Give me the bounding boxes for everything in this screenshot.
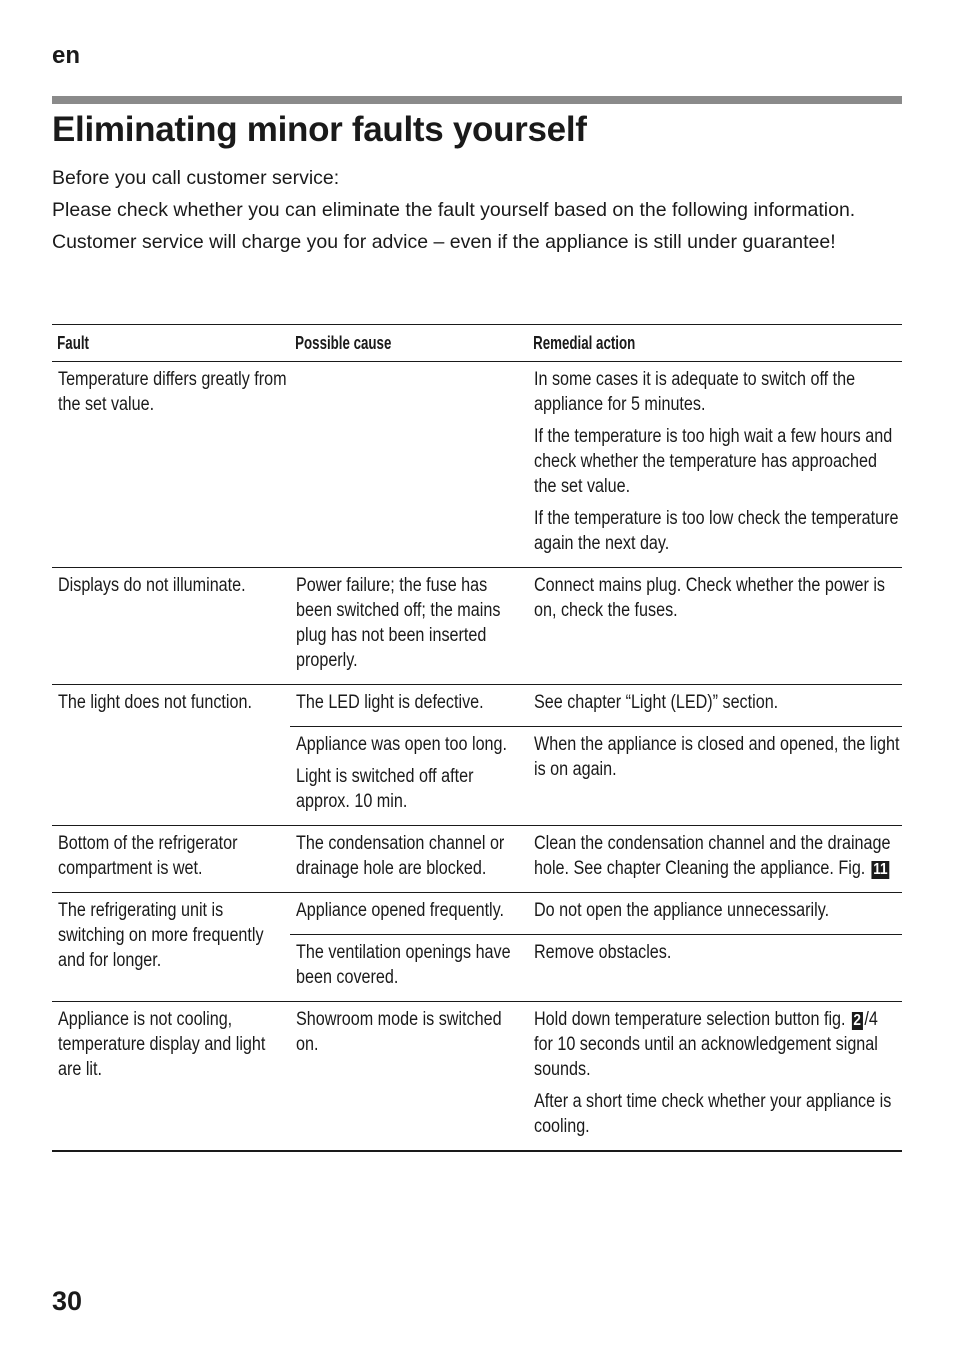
intro-paragraph: Please check whether you can eliminate the fault yourself based on the following information. [52, 199, 856, 221]
fault-cell [52, 826, 290, 892]
fault-text: The refrigerating unit is switching on more frequently and for longer. [58, 900, 264, 971]
action-text: When the appliance is closed and opened, the light is on again. [534, 734, 900, 780]
table-body [52, 362, 902, 1150]
action-cell [528, 685, 902, 726]
cause-action-row [290, 934, 902, 1001]
table-row [52, 893, 902, 1002]
action-text [534, 831, 900, 881]
cause-action-group [290, 1002, 902, 1150]
table-row [52, 568, 902, 685]
figure-reference-badge: 11 [873, 861, 888, 878]
cause-text: The LED light is defective. [296, 692, 484, 713]
action-text: Do not open the appliance unnecessarily. [534, 900, 830, 921]
figure-reference-badge: 2 [853, 1012, 861, 1029]
cause-cell [290, 1002, 528, 1150]
language-tag: en [52, 42, 81, 69]
intro-text [52, 166, 882, 262]
fault-text: Appliance is not cooling, temperature display and light are lit. [58, 1009, 266, 1080]
cause-action-group [290, 362, 902, 567]
action-cell [528, 568, 902, 684]
cause-cell [290, 362, 528, 567]
cause-text: The condensation channel or drainage hole are blocked. [296, 833, 505, 879]
table-row [52, 362, 902, 568]
cause-action-group [290, 893, 902, 1001]
action-text: If the temperature is too high wait a few hours and check whether the temperature has approached the set value. [534, 426, 893, 497]
fault-text: Bottom of the refrigerator compartment is wet. [58, 833, 238, 879]
fault-text: The light does not function. [58, 692, 252, 713]
cause-cell [290, 727, 528, 825]
action-text: Connect mains plug. Check whether the power is on, check the fuses. [534, 575, 885, 621]
fault-table [52, 324, 902, 1152]
cause-cell [290, 685, 528, 726]
action-cell [528, 727, 902, 825]
action-cell [528, 1002, 902, 1150]
cause-text: The ventilation openings have been covered. [296, 942, 511, 988]
action-text-after: /4 for 10 seconds until an acknowledgement signal sounds. [534, 1009, 878, 1080]
page-title: Eliminating minor faults yourself [52, 110, 587, 149]
fault-cell [52, 893, 290, 1001]
action-text: After a short time check whether your appliance is cooling. [534, 1091, 892, 1137]
cause-cell [290, 935, 528, 1001]
cause-action-row [290, 568, 902, 684]
column-header-cause: Possible cause [295, 333, 392, 353]
fault-text: Displays do not illuminate. [58, 575, 246, 596]
cause-action-row [290, 1002, 902, 1150]
action-text [534, 1007, 900, 1082]
cause-action-group [290, 826, 902, 892]
fault-text: Temperature differs greatly from the set value. [58, 369, 287, 415]
table-row [52, 826, 902, 893]
action-text: See chapter “Light (LED)” section. [534, 692, 779, 713]
action-cell [528, 826, 902, 892]
cause-action-row [290, 685, 902, 726]
fault-cell [52, 568, 290, 684]
cause-text: Showroom mode is switched on. [296, 1009, 502, 1055]
table-row [52, 685, 902, 826]
intro-paragraph: Customer service will charge you for advice – even if the appliance is still under guarantee! [52, 231, 836, 253]
cause-action-row [290, 826, 902, 892]
action-cell [528, 893, 902, 934]
header-rule [52, 96, 902, 104]
action-text: If the temperature is too low check the temperature again the next day. [534, 508, 899, 554]
page-number: 30 [52, 1286, 83, 1316]
cause-cell [290, 568, 528, 684]
cause-text: Power failure; the fuse has been switched off; the mains plug has not been inserted properly. [296, 575, 501, 671]
table-header-row [52, 325, 902, 362]
cause-action-row [290, 893, 902, 934]
action-text-before: Hold down temperature selection button fig. [534, 1009, 846, 1030]
cause-text: Light is switched off after approx. 10 min. [296, 766, 474, 812]
action-text: In some cases it is adequate to switch off the appliance for 5 minutes. [534, 369, 856, 415]
cause-action-group [290, 568, 902, 684]
table-row [52, 1002, 902, 1150]
action-cell [528, 935, 902, 1001]
cause-action-row [290, 362, 902, 567]
cause-action-group [290, 685, 902, 825]
action-text-main: Clean the condensation channel and the drainage hole. See chapter Cleaning the appliance. Fig. [534, 833, 891, 879]
cause-cell [290, 893, 528, 934]
cause-cell [290, 826, 528, 892]
column-header-fault: Fault [57, 333, 89, 353]
action-text: Remove obstacles. [534, 942, 672, 963]
fault-cell [52, 685, 290, 825]
fault-cell [52, 362, 290, 567]
cause-text: Appliance was open too long. [296, 734, 507, 755]
cause-action-row [290, 726, 902, 825]
action-cell [528, 362, 902, 567]
intro-paragraph: Before you call customer service: [52, 167, 340, 189]
column-header-action: Remedial action [533, 333, 636, 353]
cause-text: Appliance opened frequently. [296, 900, 505, 921]
fault-cell [52, 1002, 290, 1150]
